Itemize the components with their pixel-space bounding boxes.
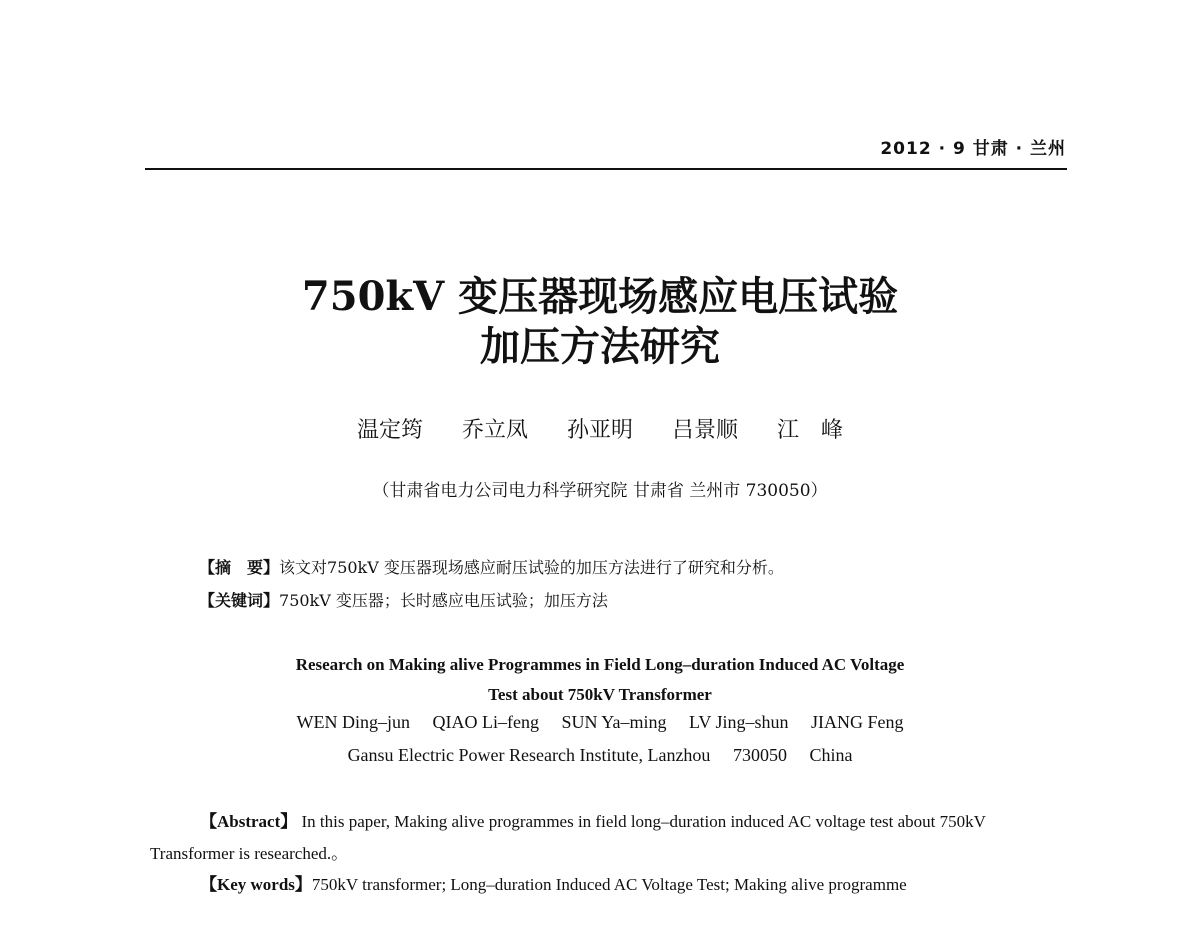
author-cn-1: 温定筠 [356,418,423,443]
paper-title-en [0,650,1200,710]
affiliation-cn: （甘肃省电力公司电力科学研究院 甘肃省 兰州市 730050） [372,481,828,501]
keywords-en-label: 【Key words】 [200,875,312,894]
keywords-cn-text: 750kV 变压器；长时感应电压试验；加压方法 [279,591,608,610]
keywords-en [200,870,907,895]
affiliation-en-institute: Gansu Electric Power Research Institute, Lanzhou [347,745,711,765]
keywords-cn [199,588,608,611]
keywords-en-text: 750kV transformer; Long–duration Induced AC Voltage Test; Making alive programme [311,875,907,894]
paper-title-line-1: 750kV 变压器现场感应电压试验 [301,273,899,320]
abstract-cn-label: 【摘 要】 [199,558,280,577]
author-en-3: SUN Ya–ming [561,712,667,732]
abstract-en-text: In this paper, Making alive programmes in field long–duration induced AC voltage test about 750kV Transformer is researched.。 [150,812,986,863]
authors-cn [0,413,1200,444]
abstract-en [150,806,1070,870]
author-en-1: WEN Ding–jun [296,712,410,732]
authors-en [0,712,1200,733]
affiliation-en-country: China [809,745,853,765]
abstract-cn [199,555,784,578]
affiliation-en-postcode: 730050 [732,745,787,765]
abstract-cn-text: 该文对750kV 变压器现场感应耐压试验的加压方法进行了研究和分析。 [279,558,784,577]
author-en-5: JIANG Feng [811,712,904,732]
author-en-4: LV Jing–shun [688,712,789,732]
author-en-2: QIAO Li–feng [432,712,539,732]
paper-title-en-line-1: Research on Making alive Programmes in Field Long–duration Induced AC Voltage [295,655,905,674]
author-cn-4: 吕景顺 [672,418,739,443]
keywords-cn-label: 【关键词】 [199,591,280,610]
abstract-en-label: 【Abstract】 [200,812,298,831]
affiliation-en [0,745,1200,766]
paper-title-en-line-2: Test about 750kV Transformer [488,685,712,704]
author-cn-2: 乔立凤 [461,418,528,443]
author-cn-5: 江 峰 [777,418,844,443]
paper-title [0,272,1200,372]
paper-title-line-2: 加压方法研究 [480,323,720,370]
running-head: 2012 · 9 甘肃 · 兰州 [880,139,1066,159]
author-cn-3: 孙亚明 [566,418,633,443]
header-rule [145,168,1067,170]
